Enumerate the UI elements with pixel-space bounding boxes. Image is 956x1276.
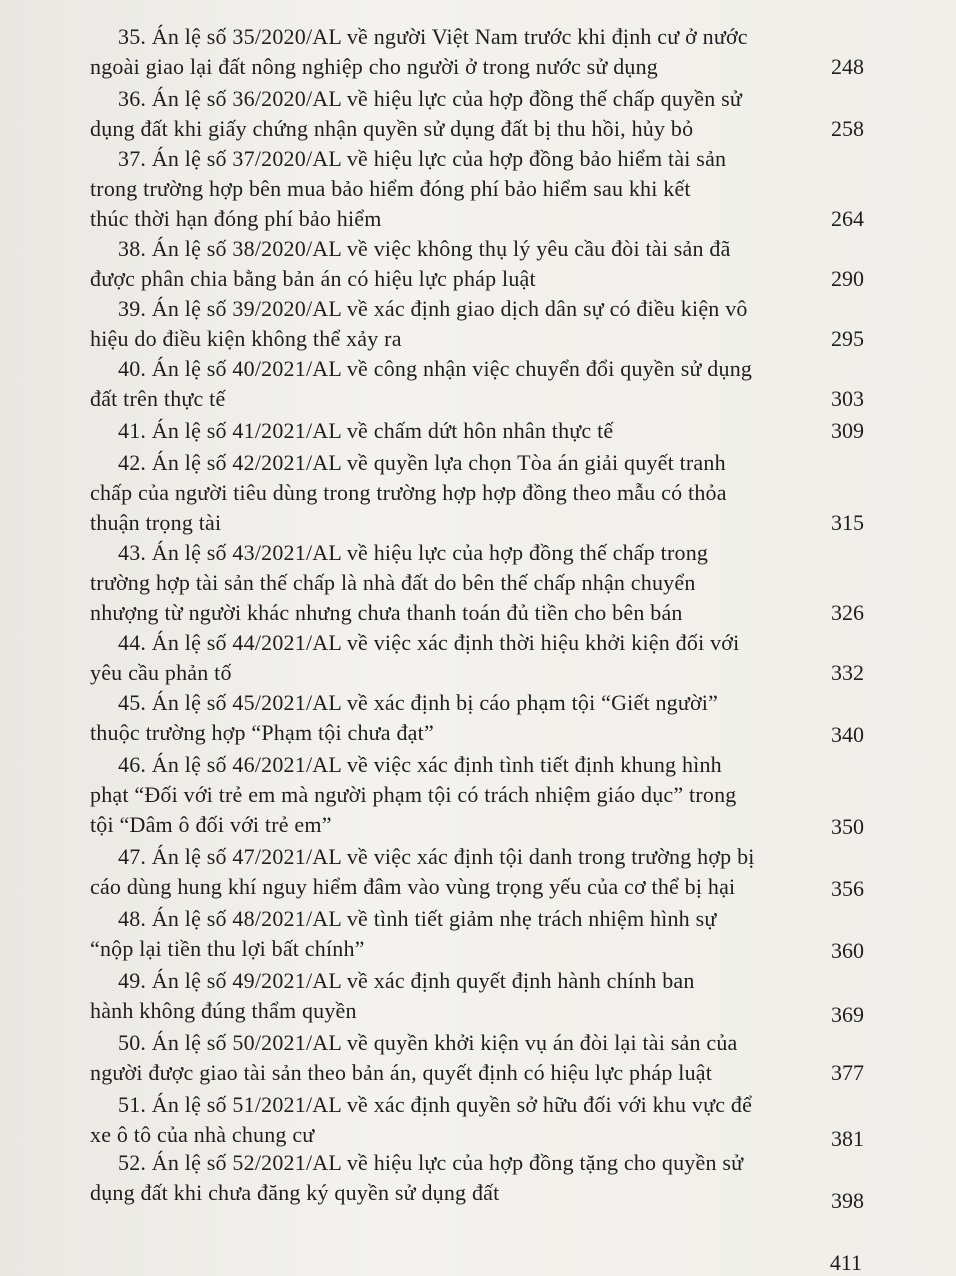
toc-entry-line: 40. Án lệ số 40/2021/AL về công nhận việc chuyển đổi quyền sử dụng bbox=[118, 356, 753, 381]
toc-page-number: 332 bbox=[831, 660, 864, 685]
toc-page-number: 350 bbox=[831, 814, 864, 839]
toc-entry-line: 37. Án lệ số 37/2020/AL về hiệu lực của hợp đồng bảo hiểm tài sản bbox=[118, 146, 727, 171]
toc-page-number: 369 bbox=[831, 1002, 864, 1027]
toc-entry-line: thuận trọng tài bbox=[90, 510, 222, 535]
toc-entry-line: cáo dùng hung khí nguy hiểm đâm vào vùng trọng yếu của cơ thể bị hại bbox=[90, 874, 736, 899]
toc-page-number: 340 bbox=[831, 722, 864, 747]
toc-entry bbox=[90, 628, 872, 688]
toc-page-number: 377 bbox=[831, 1060, 864, 1085]
toc-entry bbox=[90, 750, 872, 840]
toc-entry-line: 38. Án lệ số 38/2020/AL về việc không thụ lý yêu cầu đòi tài sản đã bbox=[118, 236, 731, 261]
toc-entry bbox=[90, 1148, 872, 1213]
toc-page-number: 309 bbox=[831, 418, 864, 443]
toc-entry-line: 49. Án lệ số 49/2021/AL về xác định quyết định hành chính ban bbox=[118, 968, 695, 993]
toc-entry bbox=[90, 538, 872, 628]
toc-entry bbox=[90, 688, 872, 748]
toc-page-number: 360 bbox=[831, 938, 864, 963]
toc-page-number: 381 bbox=[831, 1126, 864, 1151]
toc-page-number: 264 bbox=[831, 206, 864, 231]
toc-entry-line: chấp của người tiêu dùng trong trường hợp hợp đồng theo mẫu có thỏa bbox=[90, 480, 727, 505]
toc-page-number: 258 bbox=[831, 116, 864, 141]
toc-entry-line: phạt “Đối với trẻ em mà người phạm tội có trách nhiệm giáo dục” trong bbox=[90, 782, 737, 807]
toc-page-number: 398 bbox=[831, 1188, 864, 1213]
toc-entry bbox=[90, 842, 872, 902]
toc-page-number: 248 bbox=[831, 54, 864, 79]
toc-entry-line: dụng đất khi giấy chứng nhận quyền sử dụng đất bị thu hồi, hủy bỏ bbox=[90, 116, 694, 141]
toc-entry-line: 45. Án lệ số 45/2021/AL về xác định bị cáo phạm tội “Giết người” bbox=[118, 690, 719, 715]
toc-entry-line: 52. Án lệ số 52/2021/AL về hiệu lực của hợp đồng tặng cho quyền sử bbox=[118, 1150, 744, 1175]
page-folio: 411 bbox=[829, 1250, 862, 1275]
toc-entry-line: đất trên thực tế bbox=[90, 386, 226, 411]
toc-entry-line: xe ô tô của nhà chung cư bbox=[90, 1122, 315, 1147]
toc-page-number: 303 bbox=[831, 386, 864, 411]
toc-entry-line: 51. Án lệ số 51/2021/AL về xác định quyền sở hữu đối với khu vực để bbox=[118, 1092, 753, 1117]
toc-entry-line: 44. Án lệ số 44/2021/AL về việc xác định thời hiệu khởi kiện đối với bbox=[118, 630, 740, 655]
toc-entry-line: 35. Án lệ số 35/2020/AL về người Việt Nam trước khi định cư ở nước bbox=[118, 24, 748, 49]
toc-entry-line: người được giao tài sản theo bản án, quyết định có hiệu lực pháp luật bbox=[90, 1060, 713, 1085]
toc-entry bbox=[90, 1028, 872, 1088]
toc-entry-line: 47. Án lệ số 47/2021/AL về việc xác định tội danh trong trường hợp bị bbox=[118, 844, 755, 869]
toc-entry bbox=[90, 144, 872, 234]
toc-page-number: 295 bbox=[831, 326, 864, 351]
toc-entry-line: ngoài giao lại đất nông nghiệp cho người ở trong nước sử dụng bbox=[90, 54, 659, 79]
toc-entry bbox=[90, 234, 872, 294]
toc-entry bbox=[90, 966, 872, 1026]
toc-entry-line: dụng đất khi chưa đăng ký quyền sử dụng đất bbox=[90, 1180, 500, 1205]
toc-entry-line: 42. Án lệ số 42/2021/AL về quyền lựa chọn Tòa án giải quyết tranh bbox=[118, 450, 726, 475]
toc-entry-line: yêu cầu phản tố bbox=[90, 660, 232, 685]
toc-entry-line: 48. Án lệ số 48/2021/AL về tình tiết giảm nhẹ trách nhiệm hình sự bbox=[118, 906, 717, 931]
toc-entry bbox=[90, 416, 872, 446]
toc-page-number: 356 bbox=[831, 876, 864, 901]
toc-page-number: 315 bbox=[831, 510, 864, 535]
toc-entry-line: hành không đúng thẩm quyền bbox=[90, 998, 357, 1023]
toc-entry-line: được phân chia bằng bản án có hiệu lực pháp luật bbox=[90, 266, 536, 291]
toc-entry-line: 46. Án lệ số 46/2021/AL về việc xác định tình tiết định khung hình bbox=[118, 752, 722, 777]
toc-entry-line: thúc thời hạn đóng phí bảo hiểm bbox=[90, 206, 382, 231]
toc-entry-line: nhượng từ người khác nhưng chưa thanh toán đủ tiền cho bên bán bbox=[90, 600, 683, 625]
toc-entry bbox=[90, 294, 872, 354]
toc-entry-line: 36. Án lệ số 36/2020/AL về hiệu lực của hợp đồng thế chấp quyền sử bbox=[118, 86, 743, 111]
toc-entry bbox=[90, 22, 872, 82]
toc-entry-line: 39. Án lệ số 39/2020/AL về xác định giao dịch dân sự có điều kiện vô bbox=[118, 296, 748, 321]
toc-entry-line: 41. Án lệ số 41/2021/AL về chấm dứt hôn nhân thực tế bbox=[118, 418, 614, 443]
toc-page-number: 290 bbox=[831, 266, 864, 291]
toc-entry bbox=[90, 354, 872, 414]
toc-entry bbox=[90, 448, 872, 538]
toc-entry bbox=[90, 84, 872, 144]
toc-entry-line: thuộc trường hợp “Phạm tội chưa đạt” bbox=[90, 720, 434, 745]
toc-entry-line: “nộp lại tiền thu lợi bất chính” bbox=[90, 936, 365, 961]
toc-entry-line: 50. Án lệ số 50/2021/AL về quyền khởi kiện vụ án đòi lại tài sản của bbox=[118, 1030, 738, 1055]
toc-entry-line: hiệu do điều kiện không thể xảy ra bbox=[90, 326, 402, 351]
toc-entry bbox=[90, 904, 872, 964]
toc-entry-line: 43. Án lệ số 43/2021/AL về hiệu lực của hợp đồng thế chấp trong bbox=[118, 540, 709, 565]
toc-entry bbox=[90, 1090, 872, 1150]
toc-page-number: 326 bbox=[831, 600, 864, 625]
toc-entry-line: trường hợp tài sản thế chấp là nhà đất do bên thế chấp nhận chuyển bbox=[90, 570, 696, 595]
toc-entry-line: tội “Dâm ô đối với trẻ em” bbox=[90, 812, 332, 837]
toc-entry-line: trong trường hợp bên mua bảo hiểm đóng phí bảo hiểm sau khi kết bbox=[90, 176, 691, 201]
